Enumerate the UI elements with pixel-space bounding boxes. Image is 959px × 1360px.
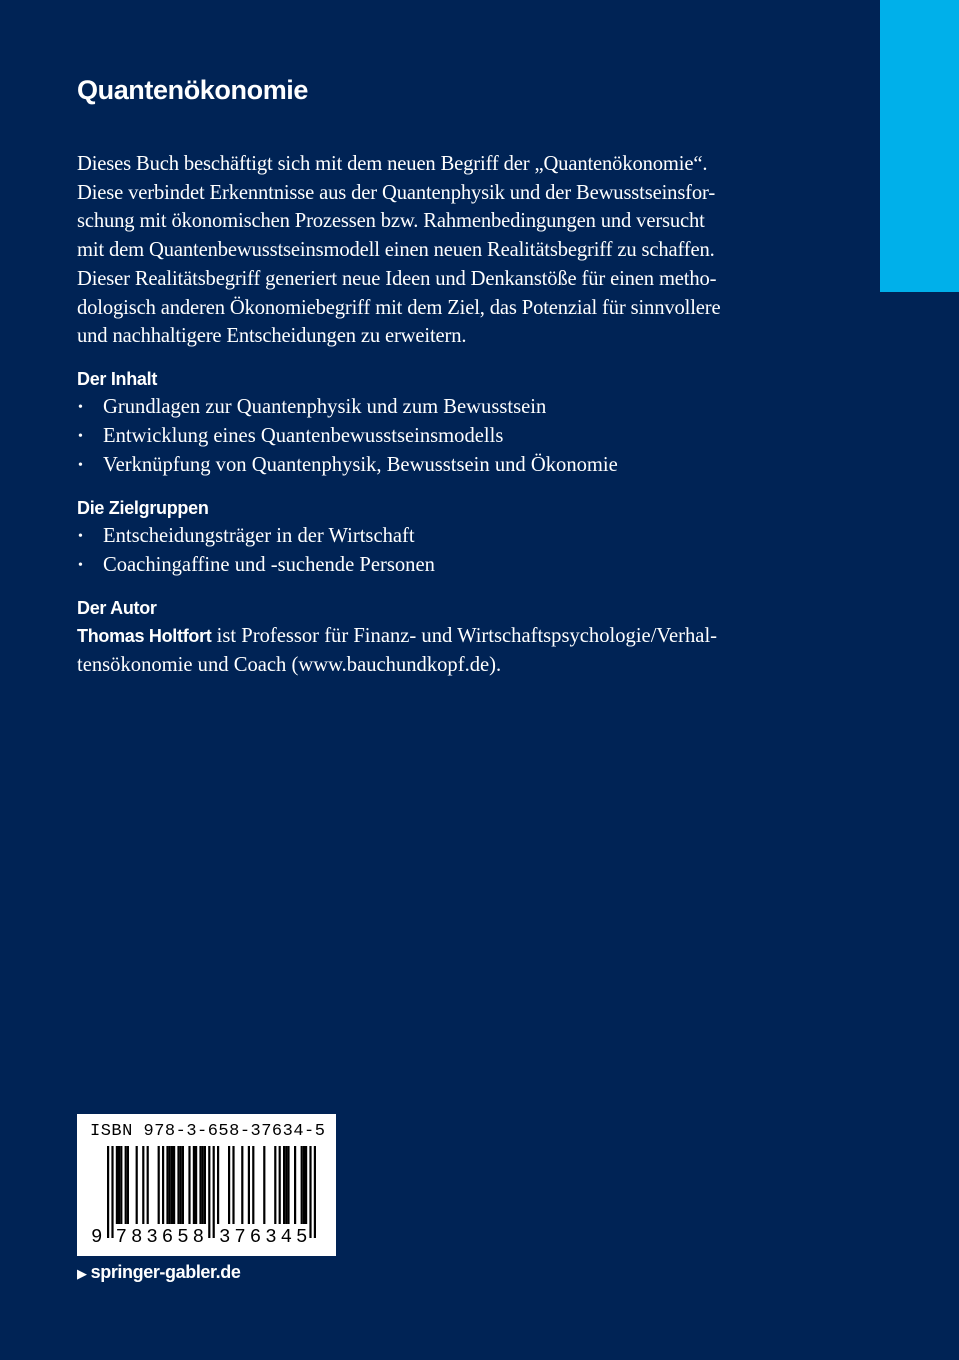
barcode-bar — [169, 1146, 171, 1224]
barcode-bar — [294, 1146, 296, 1224]
zielgruppen-heading: Die Zielgruppen — [77, 497, 209, 518]
zielgruppen-list — [77, 522, 797, 580]
barcode-bar — [305, 1146, 307, 1224]
list-item: • Entwicklung eines Quantenbewusstseinsmodells — [77, 422, 797, 451]
author-bio — [77, 622, 797, 679]
ean-digit: 6 — [161, 1226, 174, 1248]
bullet-icon: • — [78, 428, 83, 444]
barcode-bar — [142, 1146, 144, 1224]
barcode-bar — [232, 1146, 234, 1224]
bullet-icon: • — [78, 399, 83, 415]
intro-line: mit dem Quantenbewusstseinsmodell einen neuen Realitätsbegriff zu schaffen. — [77, 239, 715, 262]
inhalt-heading: Der Inhalt — [77, 368, 158, 389]
intro-line: Dieser Realitätsbegriff generiert neue Ideen und Denkanstöße für einen metho- — [77, 267, 717, 290]
intro-paragraph — [77, 150, 797, 351]
barcode-bar — [173, 1146, 175, 1224]
barcode-bar — [171, 1146, 173, 1224]
book-title: Quantenökonomie — [77, 75, 309, 105]
barcode-bar — [213, 1146, 215, 1238]
barcode-bar — [193, 1146, 195, 1224]
barcode-bar — [127, 1146, 129, 1224]
barcode-bar — [301, 1146, 303, 1224]
barcode-bar — [228, 1146, 230, 1224]
barcode-bar — [166, 1146, 168, 1224]
ean-digit: 8 — [192, 1226, 204, 1248]
ean-digit: 8 — [131, 1226, 143, 1248]
ean-digit: 4 — [280, 1226, 292, 1248]
ean-digit: 5 — [177, 1226, 189, 1248]
barcode-bar — [285, 1146, 287, 1224]
author-bio-line: tensökonomie und Coach (www.bauchundkopf.de). — [77, 653, 502, 676]
barcode-bar — [309, 1146, 311, 1238]
ean-digit: 5 — [296, 1226, 308, 1248]
barcode-bar — [217, 1146, 219, 1224]
barcode-bar — [314, 1146, 316, 1238]
intro-line: schung mit ökonomischen Prozessen bzw. Rahmenbedingungen und versucht — [77, 210, 705, 233]
ean-digit: 9 — [91, 1226, 103, 1248]
bullet-icon: • — [78, 457, 83, 473]
barcode-bar — [241, 1146, 243, 1224]
barcode-bar — [274, 1146, 276, 1224]
author-name: Thomas Holtfort — [77, 625, 212, 646]
barcode-bar — [162, 1146, 164, 1224]
intro-line: dologisch anderen Ökonomiebegriff mit dem Ziel, das Potenzial für sinnvollere — [77, 296, 721, 319]
bullet-icon: • — [78, 528, 83, 544]
accent-bar — [880, 0, 959, 292]
publisher-link-text: springer-gabler.de — [90, 1262, 241, 1282]
barcode-bar — [279, 1146, 281, 1224]
ean-digit: 3 — [146, 1226, 158, 1248]
intro-line: Diese verbindet Erkenntnisse aus der Quantenphysik und der Bewusstseinsfor- — [77, 181, 716, 204]
barcode-bar — [208, 1146, 210, 1238]
triangle-right-icon: ▶ — [77, 1266, 87, 1281]
bullet-icon: • — [78, 557, 83, 573]
barcode-bar — [116, 1146, 118, 1224]
ean-digits — [77, 1226, 336, 1250]
barcode-bar — [125, 1146, 127, 1224]
back-cover-text — [77, 70, 797, 679]
intro-line: Dieses Buch beschäftigt sich mit dem neuen Begriff der „Quantenökonomie“. — [77, 153, 708, 175]
ean-digit: 7 — [234, 1226, 246, 1248]
barcode-bar — [180, 1146, 182, 1224]
ean-digit: 6 — [249, 1226, 262, 1248]
barcode-bar — [303, 1146, 305, 1224]
list-item: • Grundlagen zur Quantenphysik und zum Bewusstsein — [77, 393, 797, 422]
barcode-bar — [107, 1146, 109, 1238]
barcode-bar — [188, 1146, 190, 1224]
barcode-bar — [182, 1146, 184, 1224]
barcode-bar — [158, 1146, 160, 1224]
barcode-bar — [136, 1146, 138, 1224]
autor-heading: Der Autor — [77, 597, 157, 618]
list-item: • Verknüpfung von Quantenphysik, Bewusstsein und Ökonomie — [77, 451, 797, 480]
list-item: • Coachingaffine und -suchende Personen — [77, 551, 797, 580]
ean-digit: 7 — [115, 1226, 127, 1248]
barcode-bar — [118, 1146, 120, 1224]
barcode-bar — [283, 1146, 285, 1224]
barcode-bar — [252, 1146, 254, 1224]
ean-digit: 3 — [219, 1226, 231, 1248]
barcode-bar — [202, 1146, 204, 1224]
inhalt-list — [77, 393, 797, 480]
barcode-bar — [195, 1146, 197, 1224]
barcode-bar — [248, 1146, 250, 1224]
barcode-bar — [287, 1146, 289, 1224]
barcode-bar — [120, 1146, 122, 1224]
intro-line: und nachhaltigere Entscheidungen zu erweitern. — [77, 325, 467, 348]
barcode-bar — [204, 1146, 206, 1224]
publisher-link[interactable] — [77, 1262, 240, 1283]
barcode-bar — [177, 1146, 179, 1224]
barcode-bar — [147, 1146, 149, 1224]
list-item: • Entscheidungsträger in der Wirtschaft — [77, 522, 797, 551]
isbn-text: ISBN 978-3-658-37634-5 — [90, 1122, 326, 1141]
isbn-barcode — [77, 1114, 336, 1256]
barcode-bar — [111, 1146, 113, 1238]
author-bio-line: ist Professor für Finanz- und Wirtschaftspsychologie/Verhal- — [211, 624, 718, 647]
barcode-bar — [199, 1146, 201, 1224]
ean-digit: 3 — [265, 1226, 277, 1248]
barcode-bar — [263, 1146, 265, 1224]
